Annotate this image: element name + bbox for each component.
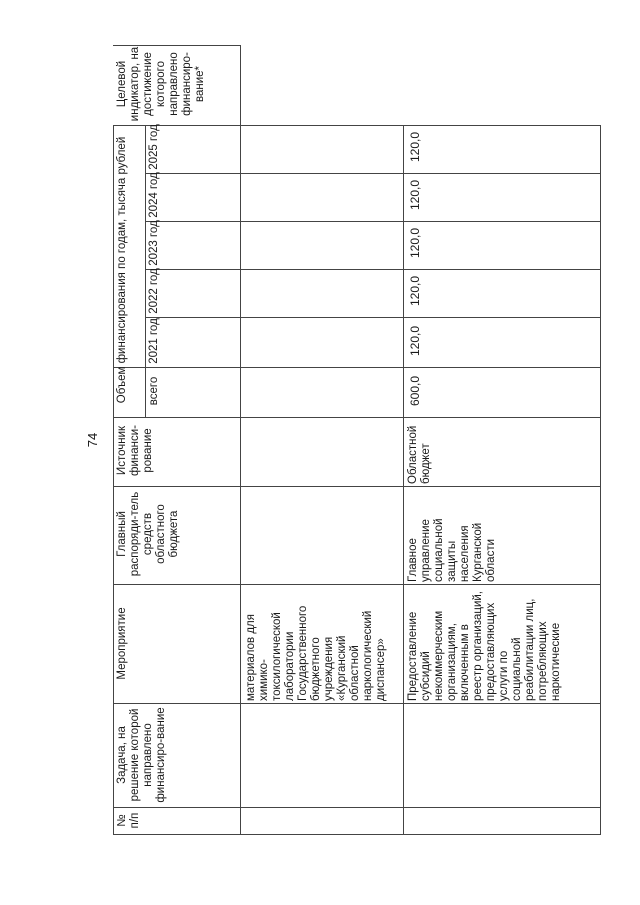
header-number: № п/п — [116, 812, 141, 829]
row-2-total: 600,0 — [408, 375, 422, 407]
row-2-source: Областной бюджет — [407, 425, 432, 484]
table-rule — [113, 703, 601, 704]
table-rule — [145, 125, 146, 417]
table-rule — [113, 807, 601, 808]
header-year-2023: 2023 год — [148, 220, 160, 266]
header-volume: Объем финансирования по годам, тысяча рублей — [116, 136, 128, 404]
row-2-year-2022: 120,0 — [408, 275, 422, 307]
row-2-measure: Предоставление субсидий некоммерческим организациям, включенным в реестр организаций, предоставляющих услуги по социальной реабилитации лиц, потребляющих наркотические — [407, 591, 562, 701]
table-rule — [113, 584, 601, 585]
header-year-2022: 2022 год — [148, 268, 160, 314]
header-source: Источник финанси-рование — [116, 425, 154, 476]
header-year-2021: 2021 год — [148, 318, 160, 364]
header-year-2024: 2024 год — [148, 172, 160, 218]
header-task: Задача, на решение которой направлено финансиро-вание — [116, 707, 167, 803]
row-1-measure: материалов для химико-токсилогической лаборатории Государственного бюджетного учреждения «Курганский областной наркологический диспансер» — [245, 605, 387, 701]
header-measure: Мероприятие — [116, 607, 128, 680]
header-year-2025: 2025 год — [148, 124, 160, 170]
table-rule — [403, 125, 404, 834]
page-number: 74 — [85, 432, 100, 448]
header-total: всего — [148, 376, 160, 406]
header-manager: Главный распоряди-тель средств областного бюджета — [116, 491, 180, 577]
row-2-year-2025: 120,0 — [408, 131, 422, 163]
table-rule — [240, 45, 241, 834]
header-indicator: Целевой индикатор, на достижение которого направлено финансиро-вание* — [116, 46, 206, 122]
row-2-year-2021: 120,0 — [408, 325, 422, 357]
row-2-year-2023: 120,0 — [408, 227, 422, 259]
row-2-manager: Главное управление социальной защиты населения Курганской области — [407, 518, 497, 582]
table-rule — [113, 125, 114, 834]
table-rule — [113, 834, 601, 835]
row-2-year-2024: 120,0 — [408, 179, 422, 211]
